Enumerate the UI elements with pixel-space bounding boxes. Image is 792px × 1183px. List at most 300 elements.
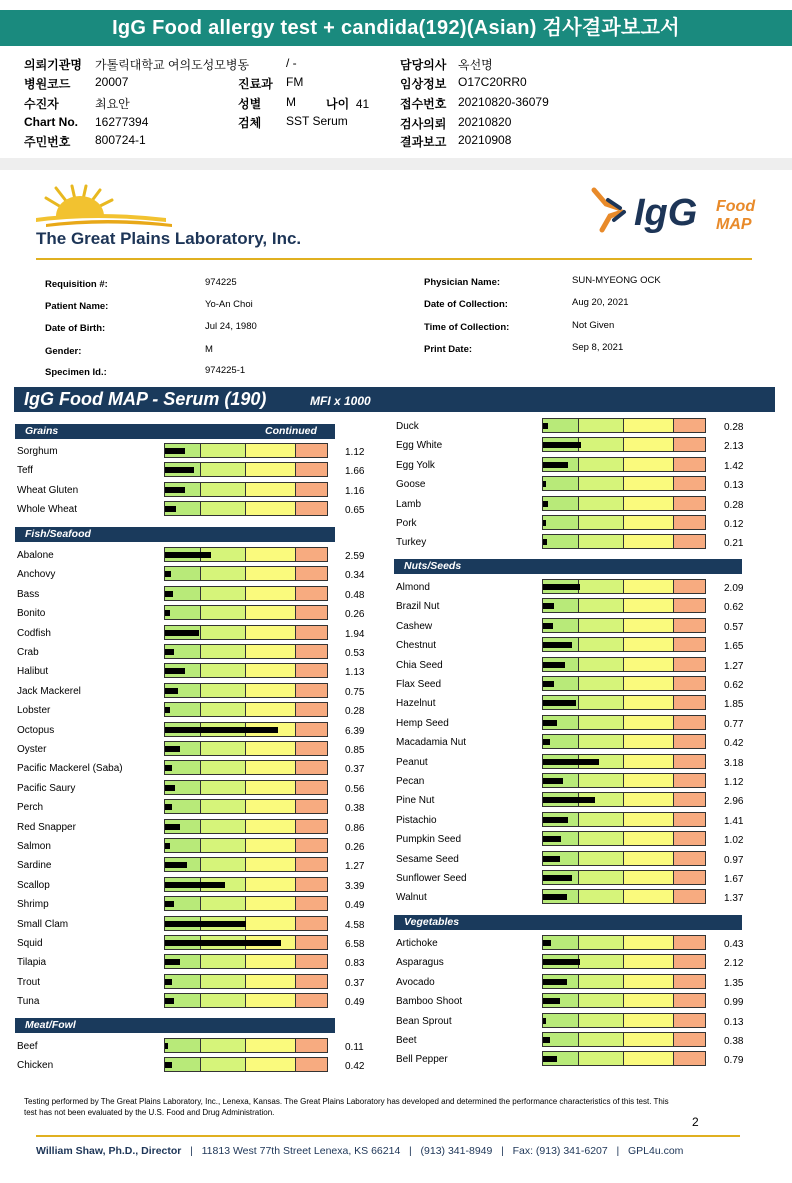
result-value: 0.77	[724, 718, 744, 730]
result-value: 1.67	[724, 874, 744, 885]
bar-zone-high	[674, 832, 705, 845]
food-name: Beet	[396, 1035, 417, 1046]
bar-zone-low	[165, 1039, 201, 1052]
header-value: 20210820-36079	[458, 95, 549, 109]
result-bar	[164, 974, 328, 989]
result-bar	[542, 870, 706, 885]
bar-zone-moderate	[246, 645, 296, 658]
bar-zone-moderate	[246, 684, 296, 697]
bar-zone-mild	[201, 897, 246, 910]
result-value: 0.28	[724, 422, 744, 433]
bar-zone-mild	[579, 716, 624, 729]
bar-zone-high	[296, 444, 327, 457]
bar-zone-high	[296, 800, 327, 813]
bar-fill	[165, 506, 176, 512]
result-bar	[164, 1057, 328, 1072]
bar-zone-high	[296, 994, 327, 1007]
food-name: Sesame Seed	[396, 853, 459, 865]
patient-info-value: SUN-MYEONG OCK	[572, 275, 661, 286]
bar-zone-high	[296, 878, 327, 891]
result-value: 1.13	[345, 667, 365, 679]
bar-fill	[165, 707, 170, 713]
result-bar	[164, 443, 328, 458]
bar-zone-moderate	[624, 1014, 674, 1027]
bar-zone-moderate	[246, 994, 296, 1007]
bar-fill	[543, 442, 581, 448]
bar-fill	[165, 571, 171, 577]
food-name: Peanut	[396, 756, 428, 768]
result-row	[396, 437, 764, 456]
result-value: 3.18	[724, 757, 744, 769]
bar-zone-moderate	[246, 463, 296, 476]
food-name: Crab	[17, 647, 39, 658]
header-label: 진료과	[238, 77, 273, 91]
bar-zone-moderate	[624, 535, 674, 548]
result-bar	[542, 676, 706, 691]
result-value: 0.21	[724, 538, 744, 550]
patient-info-label: Requisition #:	[45, 279, 108, 290]
bar-zone-moderate	[624, 832, 674, 845]
bar-zone-moderate	[624, 658, 674, 671]
igg-food-map-logo	[588, 186, 758, 240]
result-row	[17, 586, 385, 605]
bar-zone-mild	[579, 735, 624, 748]
footer-divider	[36, 1135, 740, 1137]
bar-fill	[543, 1056, 557, 1062]
food-name: Beef	[17, 1041, 38, 1052]
bar-zone-mild	[579, 658, 624, 671]
bar-zone-mild	[579, 619, 624, 632]
bar-zone-moderate	[624, 497, 674, 510]
bar-zone-low	[543, 477, 579, 490]
result-value: 4.58	[345, 919, 365, 931]
result-value: 0.13	[724, 480, 744, 492]
bar-fill	[165, 630, 199, 636]
bar-zone-high	[674, 516, 705, 529]
result-value: 0.12	[724, 519, 744, 530]
food-name: Salmon	[17, 841, 51, 852]
bar-fill	[543, 501, 548, 507]
header-label: 임상정보	[400, 77, 447, 91]
bar-zone-high	[296, 684, 327, 697]
result-value: 0.13	[724, 1016, 744, 1028]
header-value: FM	[286, 75, 304, 89]
result-value: 0.85	[345, 745, 365, 756]
food-name: Pecan	[396, 776, 425, 787]
bar-zone-high	[296, 626, 327, 639]
food-name: Cashew	[396, 620, 433, 632]
igg-logo-big: IgG	[634, 192, 698, 234]
result-value: 0.75	[345, 686, 365, 698]
food-name: Pacific Saury	[17, 782, 76, 794]
result-row	[17, 760, 385, 779]
result-value: 6.39	[345, 725, 365, 737]
header-value: / -	[286, 56, 297, 70]
result-bar	[164, 916, 328, 931]
result-bar	[164, 702, 328, 717]
bar-zone-high	[296, 1058, 327, 1071]
bar-zone-mild	[579, 955, 624, 968]
bar-zone-moderate	[624, 716, 674, 729]
result-bar	[164, 644, 328, 659]
bar-fill	[165, 668, 185, 674]
bar-zone-moderate	[624, 677, 674, 690]
section-header-fish	[15, 527, 335, 542]
header-label: 결과보고	[400, 135, 447, 149]
bar-fill	[165, 552, 211, 558]
result-value: 0.83	[345, 958, 365, 970]
food-name: Sunflower Seed	[396, 873, 467, 884]
result-row	[17, 877, 385, 896]
result-row	[396, 1013, 764, 1032]
food-name: Jack Mackerel	[17, 685, 81, 697]
bar-fill	[543, 894, 567, 900]
bar-zone-moderate	[624, 599, 674, 612]
result-row	[17, 547, 385, 566]
bar-fill	[543, 584, 580, 590]
result-value: 1.41	[724, 815, 744, 827]
bar-fill	[165, 746, 180, 752]
patient-info-value: Sep 8, 2021	[572, 342, 624, 353]
result-value: 1.16	[345, 485, 365, 497]
patient-info-value: Aug 20, 2021	[572, 297, 629, 308]
bar-zone-mild	[201, 1058, 246, 1071]
bar-fill	[543, 979, 567, 985]
result-row	[396, 579, 764, 598]
result-value: 2.96	[724, 796, 744, 808]
bar-fill	[543, 720, 557, 726]
food-name: Flax Seed	[396, 679, 442, 690]
result-bar	[542, 515, 706, 530]
bar-fill	[165, 843, 170, 849]
bar-fill	[165, 998, 174, 1004]
header-value: 16277394	[95, 115, 149, 129]
bar-zone-moderate	[624, 813, 674, 826]
result-row	[17, 896, 385, 915]
result-row	[17, 799, 385, 818]
food-name: Teff	[17, 465, 33, 477]
bar-fill	[165, 862, 187, 868]
result-row	[396, 1032, 764, 1051]
bar-fill	[543, 778, 563, 784]
header-label: 병원코드	[24, 77, 71, 91]
sun-logo-icon	[36, 184, 176, 230]
result-bar	[542, 637, 706, 652]
food-name: Almond	[396, 582, 430, 593]
bar-fill	[543, 1037, 550, 1043]
bar-zone-high	[674, 994, 705, 1007]
result-bar	[542, 831, 706, 846]
food-name: Perch	[17, 802, 44, 814]
result-value: 0.49	[345, 997, 365, 1009]
panel-title-bar	[14, 387, 775, 412]
bar-zone-mild	[201, 975, 246, 988]
result-bar	[542, 935, 706, 950]
bar-zone-mild	[579, 852, 624, 865]
bar-zone-mild	[201, 955, 246, 968]
result-row	[17, 482, 385, 501]
food-name: Trout	[17, 976, 40, 988]
bar-zone-moderate	[624, 871, 674, 884]
bar-zone-high	[296, 548, 327, 561]
patient-info-value: 974225	[205, 277, 237, 288]
bar-zone-high	[674, 419, 705, 432]
bar-zone-moderate	[624, 438, 674, 451]
bar-fill	[165, 448, 185, 454]
bar-zone-mild	[579, 438, 624, 451]
bar-zone-mild	[579, 419, 624, 432]
result-bar	[542, 1051, 706, 1066]
food-name: Lamb	[396, 498, 422, 510]
bar-zone-moderate	[624, 516, 674, 529]
bar-zone-high	[674, 1052, 705, 1065]
result-value: 0.62	[724, 680, 744, 691]
result-bar	[542, 598, 706, 613]
bar-zone-moderate	[624, 419, 674, 432]
result-bar	[164, 586, 328, 601]
bar-zone-high	[296, 1039, 327, 1052]
bar-zone-mild	[579, 994, 624, 1007]
bar-zone-high	[296, 917, 327, 930]
result-row	[396, 754, 764, 773]
bar-zone-moderate	[246, 878, 296, 891]
section-header-meat	[15, 1018, 335, 1033]
bar-zone-high	[674, 580, 705, 593]
result-row	[17, 838, 385, 857]
section-title: Vegetables	[404, 916, 460, 928]
result-bar	[542, 695, 706, 710]
result-bar	[164, 663, 328, 678]
result-bar	[164, 566, 328, 581]
result-row	[396, 1051, 764, 1070]
result-row	[396, 792, 764, 811]
header-value: 20210908	[458, 133, 512, 147]
bar-zone-moderate	[246, 626, 296, 639]
food-name: Tuna	[17, 996, 40, 1008]
header-value: O17C20RR0	[458, 75, 527, 89]
result-bar	[164, 462, 328, 477]
bar-zone-moderate	[246, 606, 296, 619]
bar-zone-moderate	[624, 955, 674, 968]
result-bar	[164, 625, 328, 640]
patient-info-value: Jul 24, 1980	[205, 321, 257, 332]
patient-info-label: Date of Collection:	[424, 299, 508, 310]
food-name: Chia Seed	[396, 659, 443, 671]
result-row	[17, 566, 385, 585]
bar-fill	[543, 836, 561, 842]
panel-title: IgG Food MAP - Serum (190)	[24, 389, 267, 409]
result-value: 1.85	[724, 699, 744, 711]
bar-zone-moderate	[624, 975, 674, 988]
bar-zone-high	[296, 742, 327, 755]
food-name: Halibut	[17, 666, 49, 678]
bar-zone-high	[674, 619, 705, 632]
patient-info-value: Not Given	[572, 320, 615, 331]
result-value: 0.28	[724, 499, 744, 511]
result-bar	[542, 437, 706, 452]
result-value: 0.86	[345, 822, 365, 834]
result-bar	[164, 760, 328, 775]
bar-fill	[165, 959, 180, 965]
result-bar	[164, 1038, 328, 1053]
bar-fill	[165, 649, 174, 655]
bar-zone-high	[296, 703, 327, 716]
bar-zone-high	[296, 483, 327, 496]
result-value: 0.49	[345, 900, 365, 912]
bar-zone-mild	[579, 516, 624, 529]
result-bar	[542, 993, 706, 1008]
food-name: Turkey	[396, 537, 427, 549]
result-value: 6.58	[345, 939, 365, 950]
bar-zone-mild	[201, 567, 246, 580]
bar-fill	[165, 901, 174, 907]
section-header-nuts	[394, 559, 742, 574]
bar-fill	[543, 520, 546, 526]
page-separator	[0, 158, 792, 170]
bar-zone-mild	[579, 1014, 624, 1027]
result-bar	[164, 993, 328, 1008]
bar-zone-mild	[579, 696, 624, 709]
result-bar	[164, 857, 328, 872]
result-value: 0.43	[724, 939, 744, 950]
bar-zone-mild	[579, 458, 624, 471]
bar-zone-mild	[201, 684, 246, 697]
result-value: 1.12	[345, 447, 365, 458]
patient-info-label: Physician Name:	[424, 277, 501, 288]
result-bar	[542, 496, 706, 511]
bar-fill	[543, 817, 568, 823]
bar-zone-mild	[201, 587, 246, 600]
section-title: Meat/Fowl	[25, 1019, 76, 1031]
food-name: Bell Pepper	[396, 1054, 448, 1066]
bar-zone-mild	[201, 994, 246, 1007]
result-bar	[164, 741, 328, 756]
header-label: 검체	[238, 116, 262, 130]
bar-zone-moderate	[246, 839, 296, 852]
food-name: Pumpkin Seed	[396, 834, 462, 846]
result-value: 2.09	[724, 583, 744, 594]
bar-zone-high	[674, 774, 705, 787]
bar-zone-high	[674, 852, 705, 865]
result-value: 0.37	[345, 764, 365, 776]
bar-zone-high	[296, 975, 327, 988]
food-name: Pork	[396, 518, 417, 529]
header-label: 담당의사	[400, 58, 447, 72]
bar-fill	[543, 940, 551, 946]
patient-info-label: Time of Collection:	[424, 322, 510, 333]
bar-zone-moderate	[624, 696, 674, 709]
result-bar	[542, 418, 706, 433]
result-row	[396, 974, 764, 993]
bar-zone-high	[674, 890, 705, 903]
result-row	[396, 851, 764, 870]
bar-fill	[543, 662, 565, 668]
result-bar	[542, 889, 706, 904]
bar-fill	[165, 921, 246, 927]
food-name: Abalone	[17, 550, 54, 561]
section-header-veg	[394, 915, 742, 930]
bar-fill	[543, 481, 546, 487]
bar-zone-moderate	[246, 897, 296, 910]
result-row	[396, 515, 764, 534]
bar-zone-low	[543, 1014, 579, 1027]
bar-fill	[543, 623, 553, 629]
bar-zone-moderate	[246, 975, 296, 988]
bar-zone-high	[296, 936, 327, 949]
bar-zone-moderate	[246, 502, 296, 515]
bar-fill	[543, 739, 550, 745]
header-value: 최요안	[95, 97, 130, 111]
bar-zone-high	[296, 664, 327, 677]
header-label: 수진자	[24, 97, 59, 111]
food-name: Chestnut	[396, 640, 437, 652]
bar-zone-moderate	[246, 955, 296, 968]
bar-zone-mild	[579, 477, 624, 490]
patient-info-label: Date of Birth:	[45, 323, 106, 334]
igg-logo-food: Food	[716, 198, 756, 215]
food-name: Egg White	[396, 440, 443, 452]
bar-zone-high	[674, 975, 705, 988]
food-name: Oyster	[17, 744, 47, 755]
bar-zone-moderate	[624, 735, 674, 748]
bar-zone-low	[165, 606, 201, 619]
bar-zone-mild	[579, 832, 624, 845]
result-bar	[164, 547, 328, 562]
result-value: 0.26	[345, 609, 365, 621]
result-value: 2.13	[724, 441, 744, 453]
result-value: 3.39	[345, 880, 365, 892]
result-bar	[164, 605, 328, 620]
bar-zone-high	[674, 696, 705, 709]
food-name: Pine Nut	[396, 795, 435, 807]
header-label: 성별	[238, 97, 262, 111]
food-name: Duck	[396, 421, 419, 432]
header-label: 접수번호	[400, 97, 447, 111]
bar-zone-moderate	[624, 994, 674, 1007]
bar-zone-moderate	[624, 890, 674, 903]
section-header-grains	[15, 424, 335, 439]
bar-zone-moderate	[624, 619, 674, 632]
bar-zone-mild	[579, 890, 624, 903]
food-name: Whole Wheat	[17, 504, 78, 516]
food-name: Hemp Seed	[396, 717, 449, 729]
bar-fill	[165, 882, 225, 888]
result-value: 0.38	[345, 803, 365, 815]
result-row	[17, 625, 385, 644]
bar-zone-moderate	[624, 477, 674, 490]
result-row	[17, 916, 385, 935]
result-value: 2.59	[345, 551, 365, 562]
result-bar	[164, 501, 328, 516]
page-number: 2	[692, 1115, 699, 1129]
result-value: 0.53	[345, 648, 365, 659]
header-label: 주민번호	[24, 135, 71, 149]
bar-zone-moderate	[624, 936, 674, 949]
food-name: Small Clam	[17, 918, 69, 930]
result-bar	[542, 715, 706, 730]
patient-info-value: Yo-An Choi	[205, 299, 253, 310]
food-name: Pacific Mackerel (Saba)	[17, 763, 123, 775]
bar-fill	[165, 804, 172, 810]
bar-fill	[165, 727, 278, 733]
bar-zone-high	[296, 723, 327, 736]
gold-divider	[36, 258, 752, 260]
panel-unit: MFI x 1000	[310, 394, 371, 408]
result-row	[17, 974, 385, 993]
result-bar	[542, 974, 706, 989]
result-value: 0.38	[724, 1036, 744, 1047]
bar-fill	[543, 759, 599, 765]
